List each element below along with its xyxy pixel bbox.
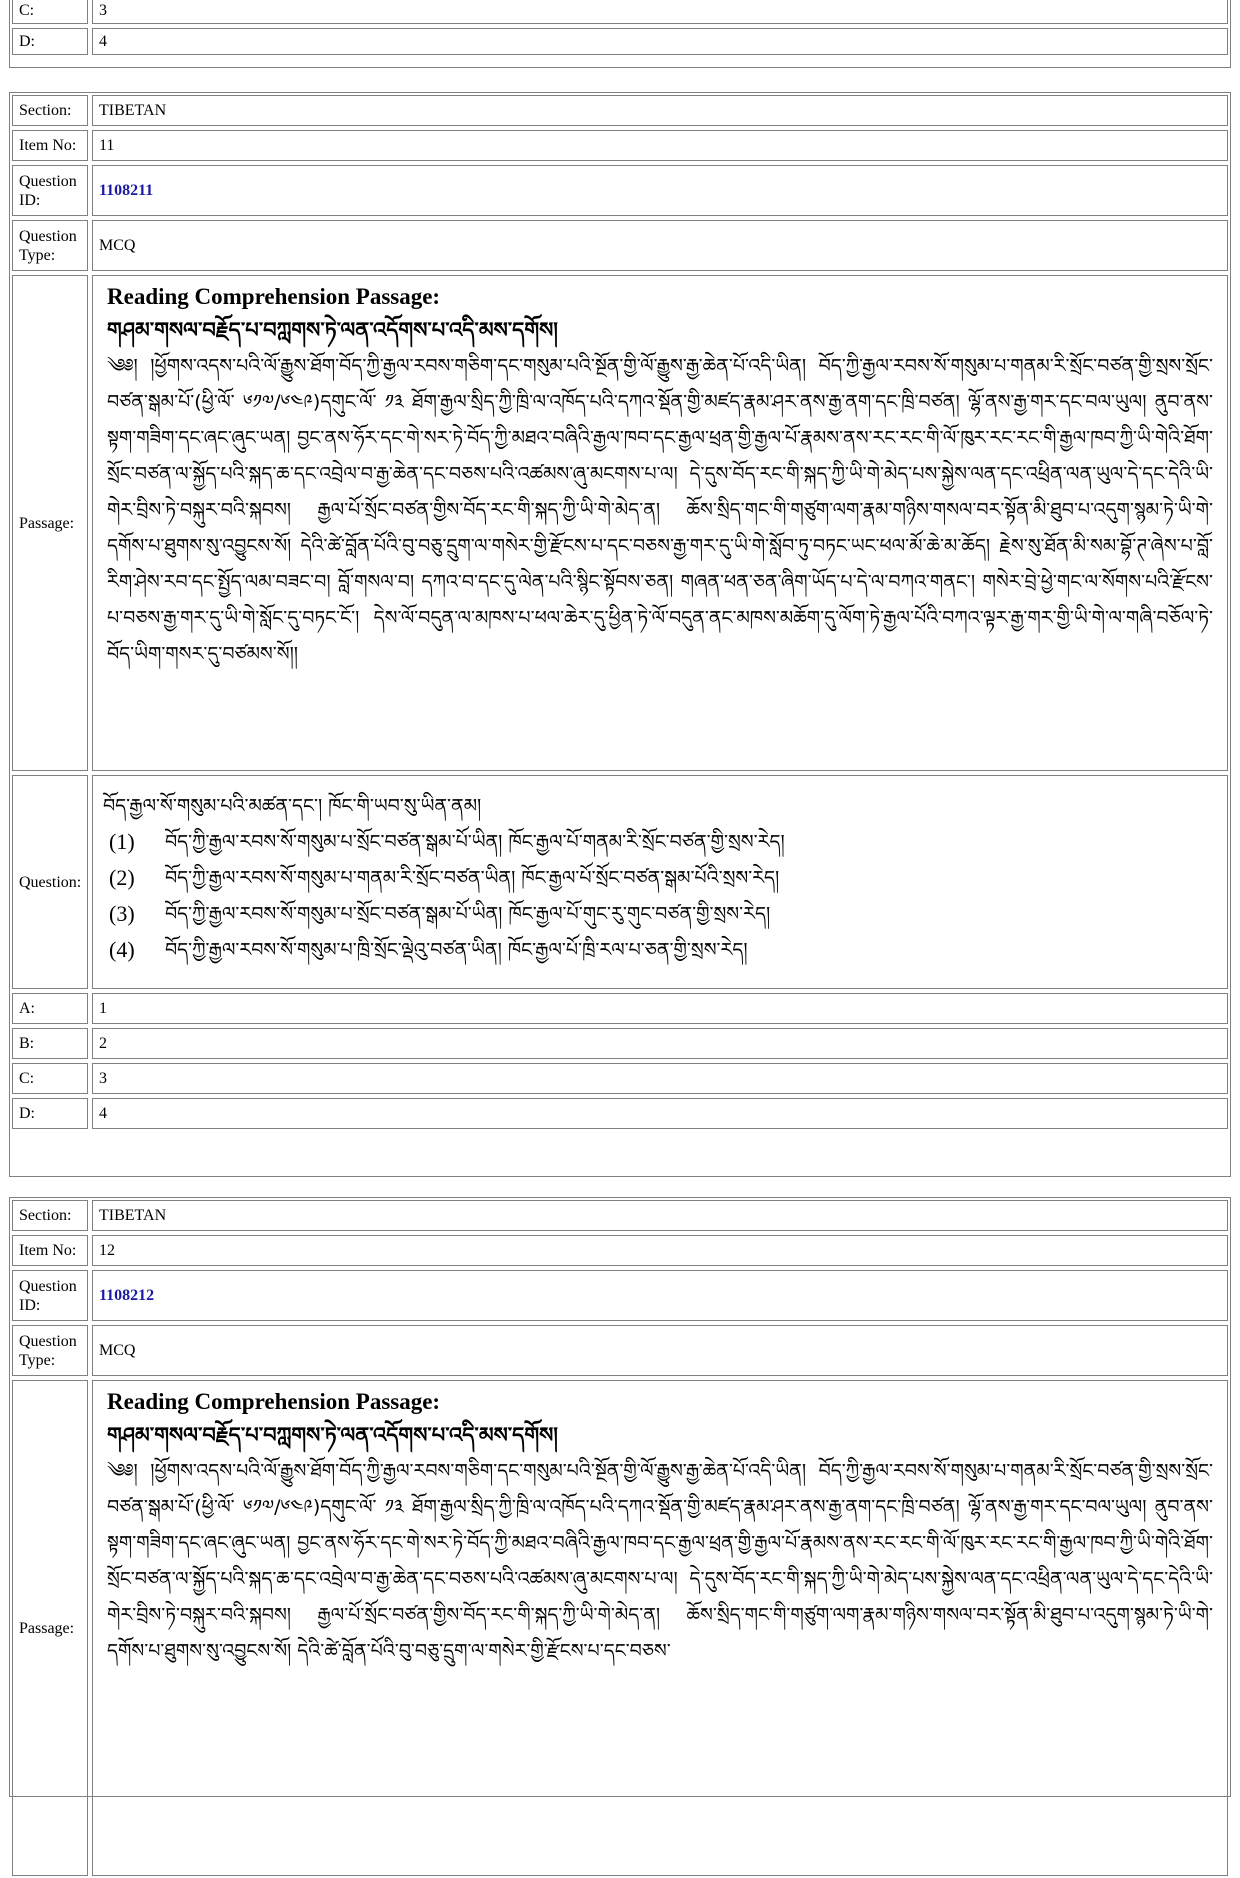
passage-subtitle: གཤམ་གསལ་བརྗོད་པ་བཀླགས་ཏེ་ལན་འདོགས་པ་འདི་མས་དགོས།	[107, 318, 558, 342]
answer-b-value: 2	[92, 1028, 1228, 1059]
question-option-3: (3) བོད་ཀྱི་རྒྱལ་རབས་སོ་གསུམ་པ་སྲོང་བཙན་སྒམ་པོ་ཡིན། ཁོང་རྒྱལ་པོ་གུང་རུ་གུང་བཙན་གྱི་སྲས་རེད།	[109, 901, 771, 926]
option-c-label: C:	[12, 0, 88, 24]
question-id-value[interactable]: 1108211	[92, 165, 1228, 216]
option-d-value: 4	[92, 28, 1228, 55]
question-item-11	[9, 92, 1231, 1177]
question-heading: བོད་རྒྱལ་སོ་གསུམ་པའི་མཚན་དང་། ཁོང་གི་ཡབ་སུ་ཡིན་ནམ།	[103, 795, 482, 817]
section-value: TIBETAN	[92, 95, 1228, 126]
answer-a-value: 1	[92, 993, 1228, 1024]
passage-content	[92, 1380, 1228, 1876]
passage-title: Reading Comprehension Passage:	[107, 284, 441, 309]
option-d-label: D:	[12, 28, 88, 55]
question-id-label: Question ID:	[12, 1270, 88, 1321]
option-c-value: 3	[92, 0, 1228, 24]
answer-b-label: B:	[12, 1028, 88, 1059]
question-type-value: MCQ	[92, 220, 1228, 271]
answer-c-label: C:	[12, 1063, 88, 1094]
passage-subtitle: གཤམ་གསལ་བརྗོད་པ་བཀླགས་ཏེ་ལན་འདོགས་པ་འདི་མས་དགོས།	[107, 1423, 558, 1447]
passage-content	[92, 275, 1228, 771]
question-option-2: (2) བོད་ཀྱི་རྒྱལ་རབས་སོ་གསུམ་པ་གནམ་རི་སྲོང་བཙན་ཡིན། ཁོང་རྒྱལ་པོ་སྲོང་བཙན་སྒམ་པོའི་སྲས་རེད།	[109, 865, 780, 890]
question-id-value[interactable]: 1108212	[92, 1270, 1228, 1321]
passage-label: Passage:	[12, 1380, 88, 1876]
answer-d-label: D:	[12, 1098, 88, 1129]
answer-d-value: 4	[92, 1098, 1228, 1129]
question-type-label: Question Type:	[12, 220, 88, 271]
question-type-label: Question Type:	[12, 1325, 88, 1376]
passage-body: ༄༅། །ཕྱོགས་འདས་པའི་ལོ་རྒྱུས་ཐོག་བོད་ཀྱི་རྒྱལ་རབས་གཅིག་དང་གསུམ་པའི་སྔོན་གྱི་ལོ་རྒྱུས་རྒྱ་ཆེན་པོ་འདི་ཡིན། བོད་ཀྱི་རྒྱལ་རབས་སོ་གསུམ་པ་གནམ་རི་སྲོང་བཙན་གྱི་སྲས་སྲོང་བཙན་སྒམ་པོ་(ཕྱི་ལོ་ ༦༡༧/༦༤༩)དགུང་ལོ་ ༡༣ ཐོག་རྒྱལ་སྲིད་ཀྱི་ཁྲི་ལ་འཁོད་པའི་དཀའ་སྡོན་གྱི་མཛད་རྣམ་ཤར་ནས་རྒྱ་ནག་དང་ཁྲི་བཙན། ལྷོ་ནས་རྒྱ་གར་དང་བལ་ཡུལ། ནུབ་ནས་སྟག་གཟིག་དང་ཞང་ཞུང་ཡན། བྱང་ནས་ཧོར་དང་གེ་སར་ཏེ་བོད་ཀྱི་མཐའ་བཞིའི་རྒྱལ་ཁབ་དང་རྒྱལ་ཕྲན་གྱི་རྒྱལ་པོ་རྣམས་ནས་རང་རང་གི་ལོ་ཁུར་རང་རང་གི་རྒྱལ་ཁབ་ཀྱི་ཡི་གེའི་ཐོག་སྲོང་བཙན་ལ་སྐྱོད་པའི་སྐད་ཆ་དང་འབྲེལ་བ་རྒྱ་ཆེན་དང་བཅས་པའི་འཚམས་ཞུ་མངགས་པ་ལ། དེ་དུས་བོད་རང་གི་སྐད་ཀྱི་ཡི་གེ་མེད་པས་སྐྱེས་ལན་དང་འཕྲིན་ལན་ཡུལ་དེ་དང་དེའི་ཡི་གེར་བྲིས་ཏེ་བསྐུར་བའི་སྐབས། རྒྱལ་པོ་སྲོང་བཙན་གྱིས་བོད་རང་གི་སྐད་ཀྱི་ཡི་གེ་མེད་ན། ཆོས་སྲིད་གང་གི་གཙུག་ལག་རྣམ་གཉིས་གསལ་བར་སྟོན་མི་ཐུབ་པ་འདུག་སྙམ་ཏེ་ཡི་གེ་དགོས་པ་ཐུགས་སུ་འབྱུངས་སོ། དེའི་ཚེ་བློན་པོའི་བུ་བཅུ་དྲུག་ལ་གསེར་གྱི་རྫོངས་པ་དང་བཅས་	[107, 1460, 1213, 1662]
section-label: Section:	[12, 1200, 88, 1231]
question-id-label: Question ID:	[12, 165, 88, 216]
item-no-label: Item No:	[12, 1235, 88, 1266]
section-value: TIBETAN	[92, 1200, 1228, 1231]
question-item-12	[9, 1197, 1231, 1797]
previous-item-tail	[9, 0, 1231, 68]
answer-a-label: A:	[12, 993, 88, 1024]
question-content	[92, 775, 1228, 989]
answer-c-value: 3	[92, 1063, 1228, 1094]
section-label: Section:	[12, 95, 88, 126]
passage-body: ༄༅། །ཕྱོགས་འདས་པའི་ལོ་རྒྱུས་ཐོག་བོད་ཀྱི་རྒྱལ་རབས་གཅིག་དང་གསུམ་པའི་སྔོན་གྱི་ལོ་རྒྱུས་རྒྱ་ཆེན་པོ་འདི་ཡིན། བོད་ཀྱི་རྒྱལ་རབས་སོ་གསུམ་པ་གནམ་རི་སྲོང་བཙན་གྱི་སྲས་སྲོང་བཙན་སྒམ་པོ་(ཕྱི་ལོ་ ༦༡༧/༦༤༩)དགུང་ལོ་ ༡༣ ཐོག་རྒྱལ་སྲིད་ཀྱི་ཁྲི་ལ་འཁོད་པའི་དཀའ་སྡོན་གྱི་མཛད་རྣམ་ཤར་ནས་རྒྱ་ནག་དང་ཁྲི་བཙན། ལྷོ་ནས་རྒྱ་གར་དང་བལ་ཡུལ། ནུབ་ནས་སྟག་གཟིག་དང་ཞང་ཞུང་ཡན། བྱང་ནས་ཧོར་དང་གེ་སར་ཏེ་བོད་ཀྱི་མཐའ་བཞིའི་རྒྱལ་ཁབ་དང་རྒྱལ་ཕྲན་གྱི་རྒྱལ་པོ་རྣམས་ནས་རང་རང་གི་ལོ་ཁུར་རང་རང་གི་རྒྱལ་ཁབ་ཀྱི་ཡི་གེའི་ཐོག་སྲོང་བཙན་ལ་སྐྱོད་པའི་སྐད་ཆ་དང་འབྲེལ་བ་རྒྱ་ཆེན་དང་བཅས་པའི་འཚམས་ཞུ་མངགས་པ་ལ། དེ་དུས་བོད་རང་གི་སྐད་ཀྱི་ཡི་གེ་མེད་པས་སྐྱེས་ལན་དང་འཕྲིན་ལན་ཡུལ་དེ་དང་དེའི་ཡི་གེར་བྲིས་ཏེ་བསྐུར་བའི་སྐབས། རྒྱལ་པོ་སྲོང་བཙན་གྱིས་བོད་རང་གི་སྐད་ཀྱི་ཡི་གེ་མེད་ན། ཆོས་སྲིད་གང་གི་གཙུག་ལག་རྣམ་གཉིས་གསལ་བར་སྟོན་མི་ཐུབ་པ་འདུག་སྙམ་ཏེ་ཡི་གེ་དགོས་པ་ཐུགས་སུ་འབྱུངས་སོ། དེའི་ཚེ་བློན་པོའི་བུ་བཅུ་དྲུག་ལ་གསེར་གྱི་རྫོངས་པ་དང་བཅས་རྒྱ་གར་དུ་ཡི་གེ་སློབ་ཏུ་བཏང་ཡང་ཕལ་མོ་ཆེ་མ་ཆོད། རྗེས་སུ་ཐོན་མི་སམ་བྷོ་ཊ་ཞེས་པ་བློ་རིག་ཤེས་རབ་དང་སྤྱོད་ལམ་བཟང་བ། བློ་གསལ་བ། དཀའ་བ་དང་དུ་ལེན་པའི་སྙིང་སྟོབས་ཅན། གཞན་ཕན་ཅན་ཞིག་ཡོད་པ་དེ་ལ་བཀའ་གནང་། གསེར་བྲེ་ཕྱེ་གང་ལ་སོགས་པའི་རྫོངས་པ་བཅས་རྒྱ་གར་དུ་ཡི་གེ་སློང་དུ་བཏང་ངོ་། དེས་ལོ་བདུན་ལ་མཁས་པ་ཕལ་ཆེར་དུ་ཕྱིན་ཏེ་ལོ་བདུན་ནང་མཁས་མཆོག་དུ་ལོག་ཏེ་རྒྱལ་པོའི་བཀའ་ལྟར་རྒྱ་གར་གྱི་ཡི་གེ་ལ་གཞི་བཅོལ་ཏེ་བོད་ཡིག་གསར་དུ་བཙམས་སོ།།	[107, 355, 1213, 665]
passage-label: Passage:	[12, 275, 88, 771]
item-no-label: Item No:	[12, 130, 88, 161]
question-option-1: (1) བོད་ཀྱི་རྒྱལ་རབས་སོ་གསུམ་པ་སྲོང་བཙན་སྒམ་པོ་ཡིན། ཁོང་རྒྱལ་པོ་གནམ་རི་སྲོང་བཙན་གྱི་སྲས་རེད།	[109, 829, 785, 854]
item-no-value: 11	[92, 130, 1228, 161]
passage-title: Reading Comprehension Passage:	[107, 1389, 441, 1414]
question-type-value: MCQ	[92, 1325, 1228, 1376]
question-option-4: (4) བོད་ཀྱི་རྒྱལ་རབས་སོ་གསུམ་པ་ཁྲི་སྲོང་ལྡེའུ་བཙན་ཡིན། ཁོང་རྒྱལ་པོ་ཁྲི་རལ་པ་ཅན་གྱི་སྲས་རེད།	[109, 937, 748, 962]
item-no-value: 12	[92, 1235, 1228, 1266]
question-label: Question:	[12, 775, 88, 989]
